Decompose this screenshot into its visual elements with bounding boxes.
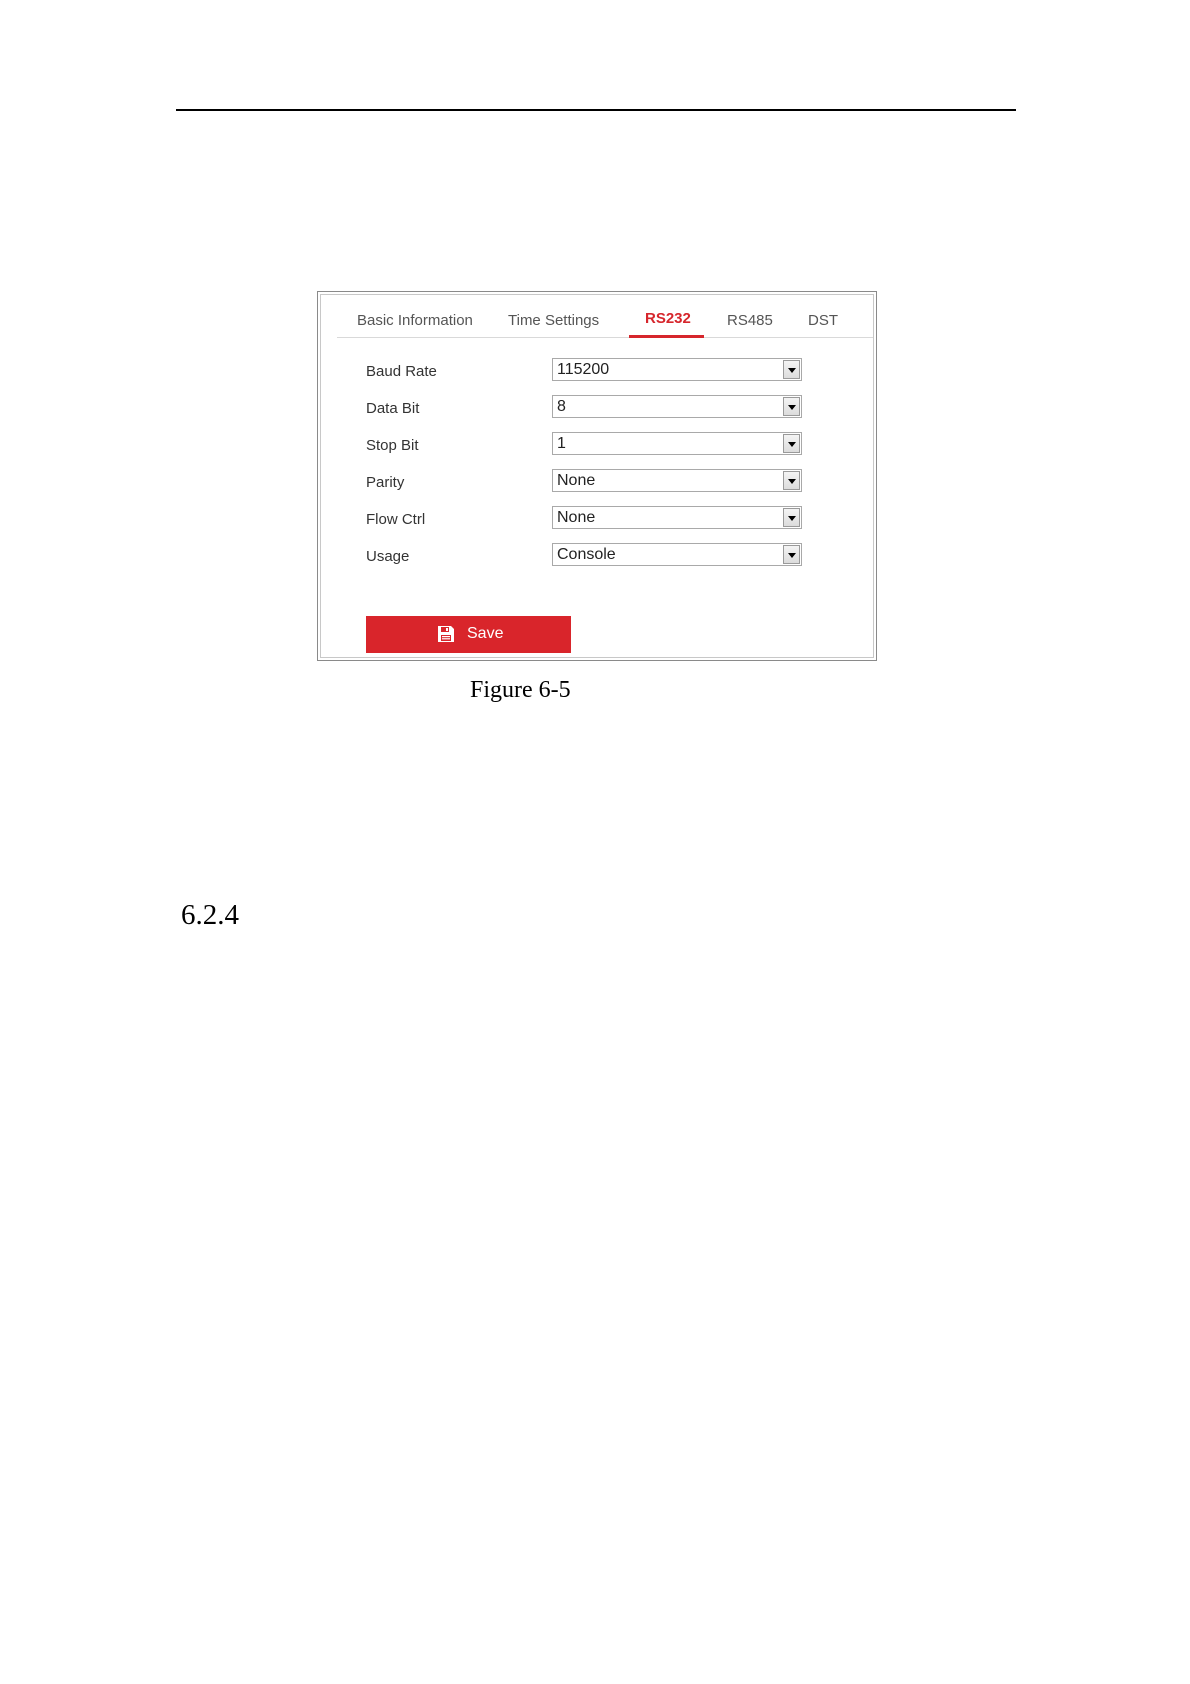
header-rule <box>176 109 1016 111</box>
stop-bit-value: 1 <box>557 435 566 452</box>
stop-bit-select[interactable] <box>552 432 802 455</box>
tab-time-settings[interactable]: Time Settings <box>508 312 600 329</box>
parity-label: Parity <box>366 474 405 491</box>
usage-label: Usage <box>366 548 410 565</box>
usage-select[interactable] <box>552 543 802 566</box>
parity-value: None <box>557 472 596 489</box>
data-bit-select[interactable] <box>552 395 802 418</box>
parity-select[interactable] <box>552 469 802 492</box>
flow-ctrl-select[interactable] <box>552 506 802 529</box>
active-tab-indicator <box>629 335 704 338</box>
chevron-down-icon[interactable] <box>783 434 800 453</box>
stop-bit-label: Stop Bit <box>366 437 419 454</box>
figure-caption: Figure 6-5 <box>470 677 571 703</box>
tab-basic-information[interactable]: Basic Information <box>357 312 473 329</box>
panel-body <box>320 294 874 658</box>
save-button[interactable] <box>366 616 571 653</box>
chevron-down-icon[interactable] <box>783 471 800 490</box>
flow-ctrl-value: None <box>557 509 596 526</box>
flow-ctrl-label: Flow Ctrl <box>366 511 426 528</box>
baud-rate-label: Baud Rate <box>366 363 437 380</box>
chevron-down-icon[interactable] <box>783 545 800 564</box>
save-button-label: Save <box>467 625 504 642</box>
chevron-down-icon[interactable] <box>783 397 800 416</box>
chevron-down-icon[interactable] <box>783 508 800 527</box>
section-number: 6.2.4 <box>181 899 239 931</box>
tab-bar <box>337 295 873 338</box>
tab-rs485[interactable]: RS485 <box>727 312 773 329</box>
floppy-disk-icon <box>437 625 455 643</box>
data-bit-label: Data Bit <box>366 400 420 417</box>
tab-dst[interactable]: DST <box>808 312 838 329</box>
rs232-settings-panel <box>317 291 877 661</box>
data-bit-value: 8 <box>557 398 566 415</box>
baud-rate-value: 115200 <box>557 361 610 378</box>
usage-value: Console <box>557 546 616 563</box>
tab-rs232[interactable]: RS232 <box>645 310 691 327</box>
chevron-down-icon[interactable] <box>783 360 800 379</box>
baud-rate-select[interactable] <box>552 358 802 381</box>
